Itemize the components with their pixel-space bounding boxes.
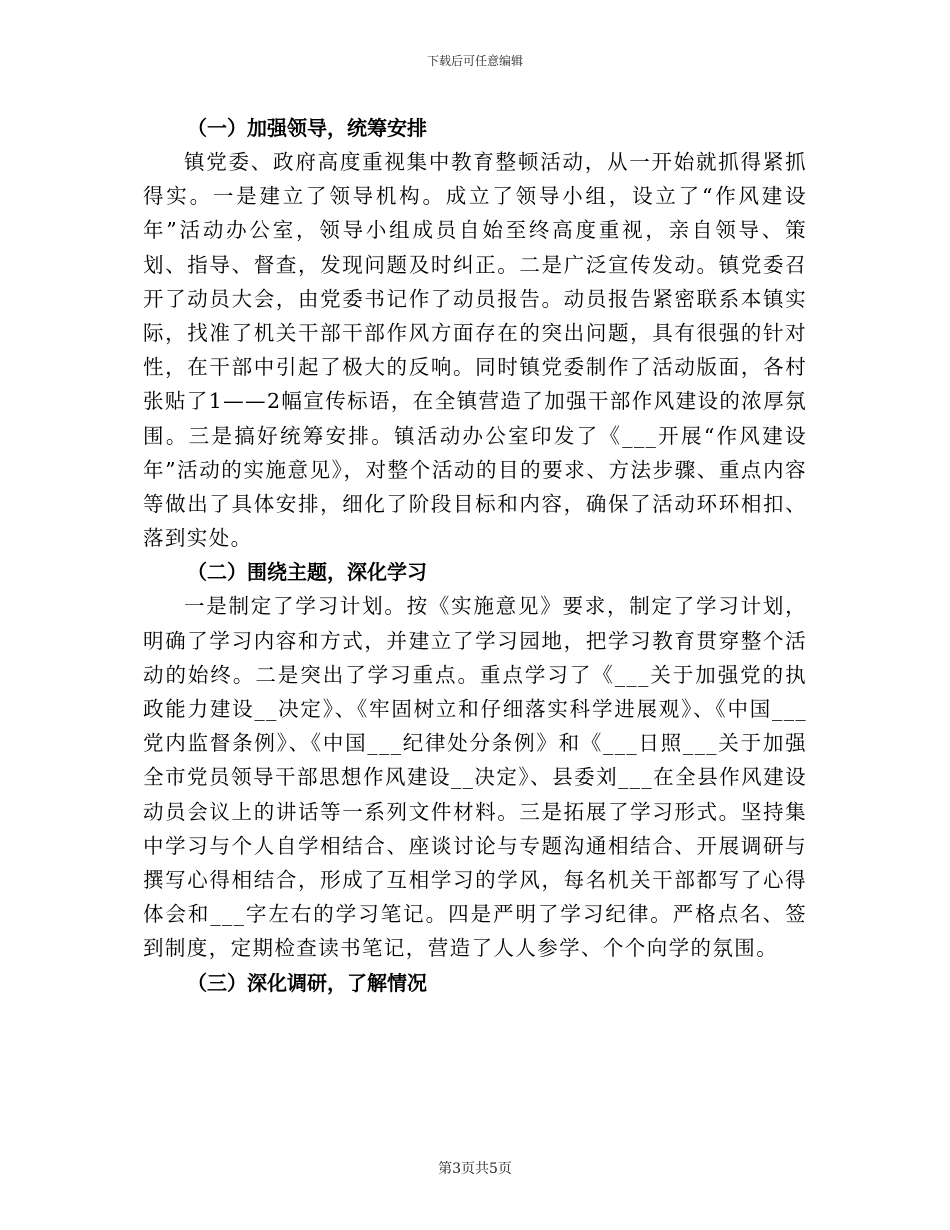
page-header: 下载后可任意编辑 (426, 54, 523, 68)
section-paragraph-2: 一是制定了学习计划。按《实施意见》要求，制定了学习计划，明确了学习内容和方式，并建立了学习园地，把学习教育贯穿整个活动的始终。二是突出了学习重点。重点学习了《___关于加强党的执政能力建设__决定》、《牢固树立和仔细落实科学进展观》、《中国___党内监督条例》、《中国___纪律处分条例》和《___日照___关于加强全市党员领导干部思想作风建设__决定》、县委刘___在全县作风建设动员会议上的讲话等一系列文件材料。三是拓展了学习形式。坚持集中学习与个人自学相结合、座谈讨论与专题沟通相结合、开展调研与撰写心得相结合，形成了互相学习的学风，每名机关干部都写了心得体会和___字左右的学习笔记。四是严明了学习纪律。严格点名、签到制度，定期检查读书笔记，营造了人人参学、个个向学的氛围。 (143, 594, 807, 961)
section-paragraph-1: 镇党委、政府高度重视集中教育整顿活动，从一开始就抓得紧抓得实。一是建立了领导机构。成立了领导小组，设立了“作风建设年”活动办公室，领导小组成员自始至终高度重视，亲自领导、策划、指导、督查，发现问题及时纠正。二是广泛宣传发动。镇党委召开了动员大会，由党委书记作了动员报告。动员报告紧密联系本镇实际，找准了机关干部干部作风方面存在的突出问题，具有很强的针对性，在干部中引起了极大的反响。同时镇党委制作了活动版面，各村张贴了1——2幅宣传标语，在全镇营造了加强干部作风建设的浓厚氛围。三是搞好统筹安排。镇活动办公室印发了《___开展“作风建设年”活动的实施意见》，对整个活动的目的要求、方法步骤、重点内容等做出了具体安排，细化了阶段目标和内容，确保了活动环环相扣、落到实处。 (143, 150, 807, 551)
page-number: 第3页共5页 (438, 1161, 512, 1177)
section-heading-1: （一）加强领导，统筹安排 (187, 116, 427, 140)
section-heading-3: （三）深化调研，了解情况 (187, 970, 427, 995)
section-heading-2: （二）围绕主题，深化学习 (187, 560, 427, 585)
document-body (143, 111, 807, 1000)
